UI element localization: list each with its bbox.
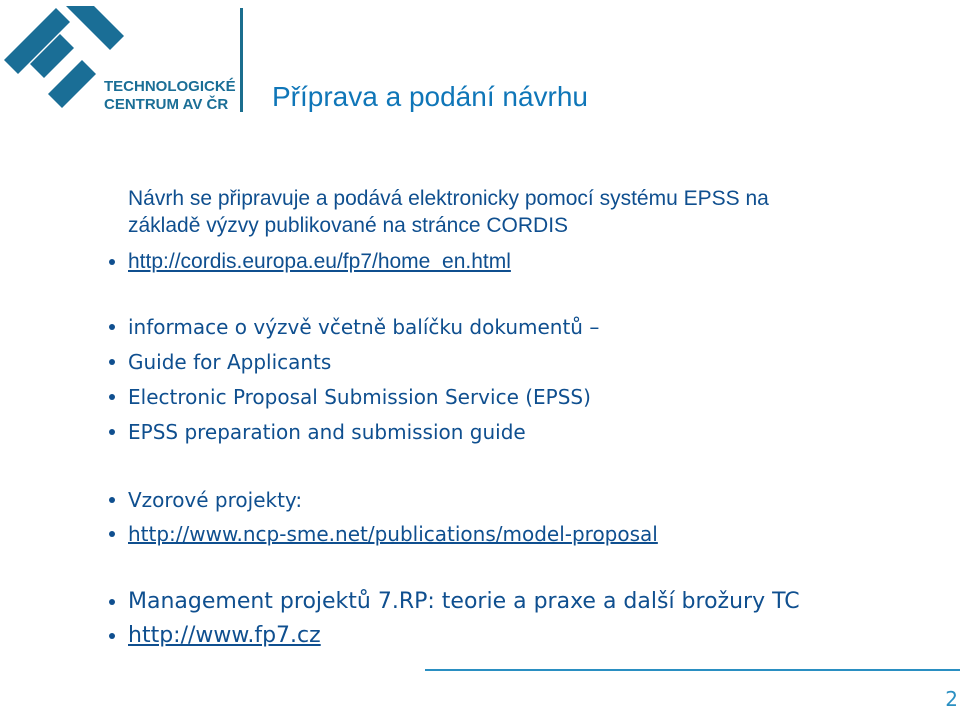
list-item: Guide for Applicants (128, 350, 332, 374)
intro-line-1: Návrh se připravuje a podává elektronicky pomocí systému EPSS na (128, 187, 769, 210)
tc-logo (0, 0, 240, 120)
fp7-link[interactable]: http://www.fp7.cz (128, 623, 321, 648)
logo-line2: CENTRUM AV ČR (104, 96, 229, 113)
header-divider (240, 8, 243, 112)
page-title: Příprava a podání návrhu (272, 81, 588, 112)
list-item-cordis (128, 249, 511, 275)
model-proposal-link[interactable]: http://www.ncp-sme.net/publications/model-proposal (128, 522, 658, 546)
intro-paragraph (128, 185, 958, 239)
cordis-link[interactable]: http://cordis.europa.eu/fp7/home_en.html (128, 250, 511, 273)
model-label: Vzorové projekty: (128, 488, 303, 512)
list-item: EPSS preparation and submission guide (128, 420, 526, 444)
footer-divider (425, 669, 960, 671)
list-item: informace o výzvě včetně balíčku dokumentů – (128, 315, 600, 339)
list-item-model-link (128, 521, 658, 547)
management-text: Management projektů 7.RP: teorie a praxe a další brožury TC (128, 589, 800, 614)
logo-line1: TECHNOLOGICKÉ (104, 78, 236, 95)
tc-logo-icon (0, 0, 240, 120)
intro-line-2: základě výzvy publikované na stránce CORDIS (128, 214, 569, 237)
page-number: 2 (945, 687, 958, 711)
list-item-fp7-link (128, 622, 321, 650)
list-item: Electronic Proposal Submission Service (EPSS) (128, 385, 591, 409)
